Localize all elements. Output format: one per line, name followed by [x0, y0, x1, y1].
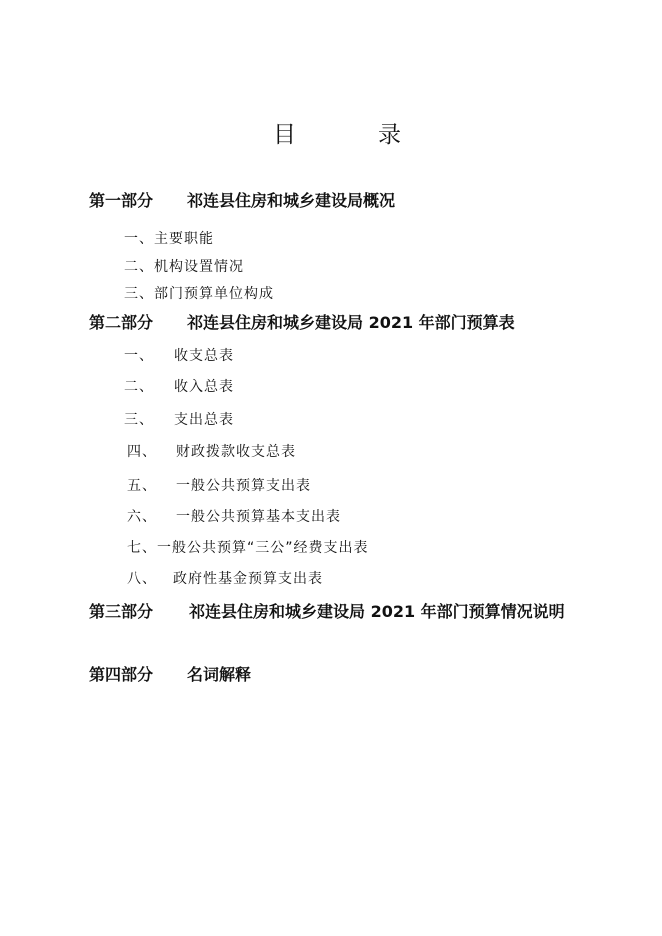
toc-item[interactable] [127, 538, 369, 558]
item-ordinal: 一、 [124, 231, 154, 247]
item-label: 收支总表 [174, 348, 234, 364]
part-number: 第四部分 [89, 665, 154, 684]
item-label: 一般公共预算支出表 [176, 478, 311, 494]
toc-title-char-1: 目 [273, 122, 296, 148]
toc-title [0, 118, 662, 152]
item-ordinal: 二、 [124, 259, 154, 275]
item-label: 收入总表 [174, 379, 234, 395]
item-ordinal: 七、 [127, 540, 157, 556]
toc-part-1[interactable] [89, 190, 395, 212]
toc-item[interactable] [127, 476, 311, 496]
toc-item[interactable] [124, 410, 234, 430]
part-number: 第一部分 [89, 191, 154, 210]
item-ordinal: 四、 [127, 444, 157, 460]
item-ordinal: 三、 [124, 412, 154, 428]
item-label: 一般公共预算“三公”经费支出表 [157, 540, 369, 556]
part-number: 第二部分 [89, 313, 154, 332]
item-ordinal: 八、 [127, 571, 157, 587]
item-label: 一般公共预算基本支出表 [176, 509, 341, 525]
item-label: 政府性基金预算支出表 [173, 571, 323, 587]
toc-item[interactable] [124, 257, 244, 277]
toc-item[interactable] [124, 377, 234, 397]
item-label: 部门预算单位构成 [154, 286, 274, 302]
toc-item[interactable] [127, 507, 341, 527]
item-ordinal: 三、 [124, 286, 154, 302]
toc-part-2[interactable] [89, 312, 515, 334]
item-label: 机构设置情况 [154, 259, 244, 275]
item-ordinal: 二、 [124, 379, 154, 395]
part-title: 祁连县住房和城乡建设局 2021 年部门预算表 [187, 313, 515, 332]
item-label: 主要职能 [154, 231, 214, 247]
toc-item[interactable] [124, 229, 214, 249]
toc-item[interactable] [124, 284, 274, 304]
item-ordinal: 五、 [127, 478, 157, 494]
part-number: 第三部分 [89, 602, 154, 621]
toc-item[interactable] [127, 442, 296, 462]
toc-item[interactable] [124, 346, 234, 366]
item-ordinal: 六、 [127, 509, 157, 525]
item-label: 支出总表 [174, 412, 234, 428]
toc-title-char-2: 录 [378, 122, 401, 148]
part-title: 祁连县住房和城乡建设局概况 [187, 191, 396, 210]
toc-part-4[interactable] [89, 664, 251, 686]
toc-part-3[interactable] [89, 595, 589, 628]
item-ordinal: 一、 [124, 348, 154, 364]
item-label: 财政拨款收支总表 [176, 444, 296, 460]
toc-item[interactable] [127, 569, 323, 589]
part-title: 祁连县住房和城乡建设局 2021 年部门预算情况说明 [189, 602, 565, 621]
part-title: 名词解释 [187, 665, 252, 684]
